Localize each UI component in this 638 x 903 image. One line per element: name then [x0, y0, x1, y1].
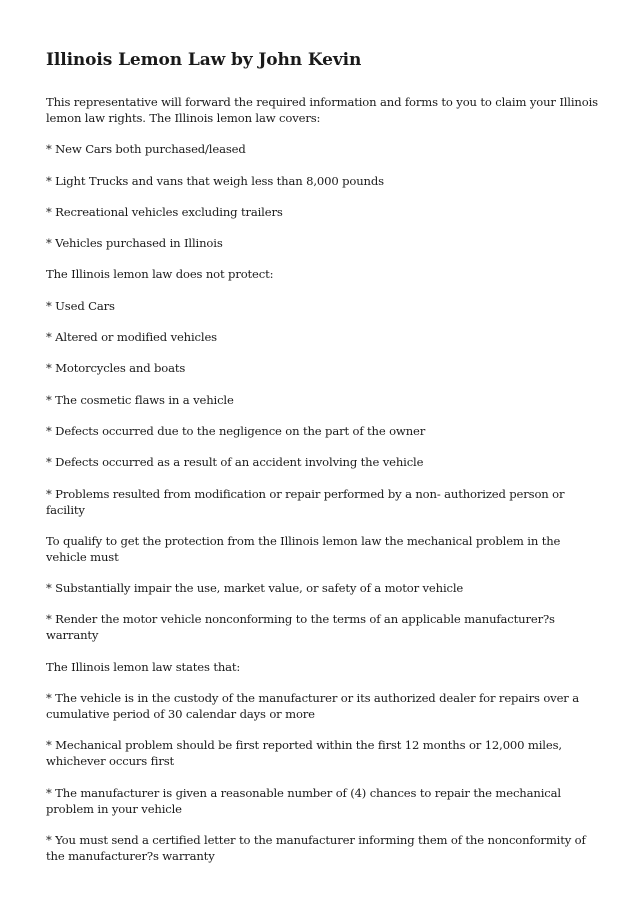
not-protect-item: * Defects occurred due to the negligence on the part of the owner [46, 423, 426, 438]
not-protect-item: * The cosmetic flaws in a vehicle [46, 392, 234, 407]
not-protect-heading: The Illinois lemon law does not protect: [46, 267, 274, 282]
not-protect-item: * Used Cars [46, 298, 115, 313]
covers-item: * Light Trucks and vans that weigh less than 8,000 pounds [46, 173, 384, 188]
states-item: * The vehicle is in the custody of the manufacturer or its authorized dealer for repairs over a cumulative period of 30 calendar days or more [46, 691, 579, 722]
states-heading: The Illinois lemon law states that: [46, 659, 241, 674]
not-protect-item: * Motorcycles and boats [46, 361, 186, 376]
states-item: * You must send a certified letter to the manufacturer informing them of the nonconformity of the manufacturer?s warranty [46, 832, 586, 863]
qualify-item: * Substantially impair the use, market value, or safety of a motor vehicle [46, 581, 464, 596]
states-item: * The manufacturer is given a reasonable number of (4) chances to repair the mechanical problem in your vehicle [46, 785, 561, 816]
document-title: Illinois Lemon Law by John Kevin [46, 50, 362, 70]
qualify-paragraph: To qualify to get the protection from the Illinois lemon law the mechanical problem in the vehicle must [46, 533, 561, 564]
covers-item: * Recreational vehicles excluding trailers [46, 204, 283, 219]
states-item: * Mechanical problem should be first reported within the first 12 months or 12,000 miles, whichever occurs first [46, 738, 562, 769]
covers-item: * New Cars both purchased/leased [46, 142, 246, 157]
not-protect-item: * Problems resulted from modification or repair performed by a non- authorized person or facility [46, 486, 565, 517]
intro-paragraph: This representative will forward the required information and forms to you to claim your Illinois lemon law rights. The Illinois lemon law covers: [46, 95, 598, 125]
not-protect-item: * Altered or modified vehicles [46, 330, 217, 345]
not-protect-item: * Defects occurred as a result of an accident involving the vehicle [46, 455, 424, 470]
document-page [46, 48, 598, 879]
qualify-item: * Render the motor vehicle nonconforming to the terms of an applicable manufacturer?s warranty [46, 612, 555, 643]
covers-item: * Vehicles purchased in Illinois [46, 236, 223, 251]
